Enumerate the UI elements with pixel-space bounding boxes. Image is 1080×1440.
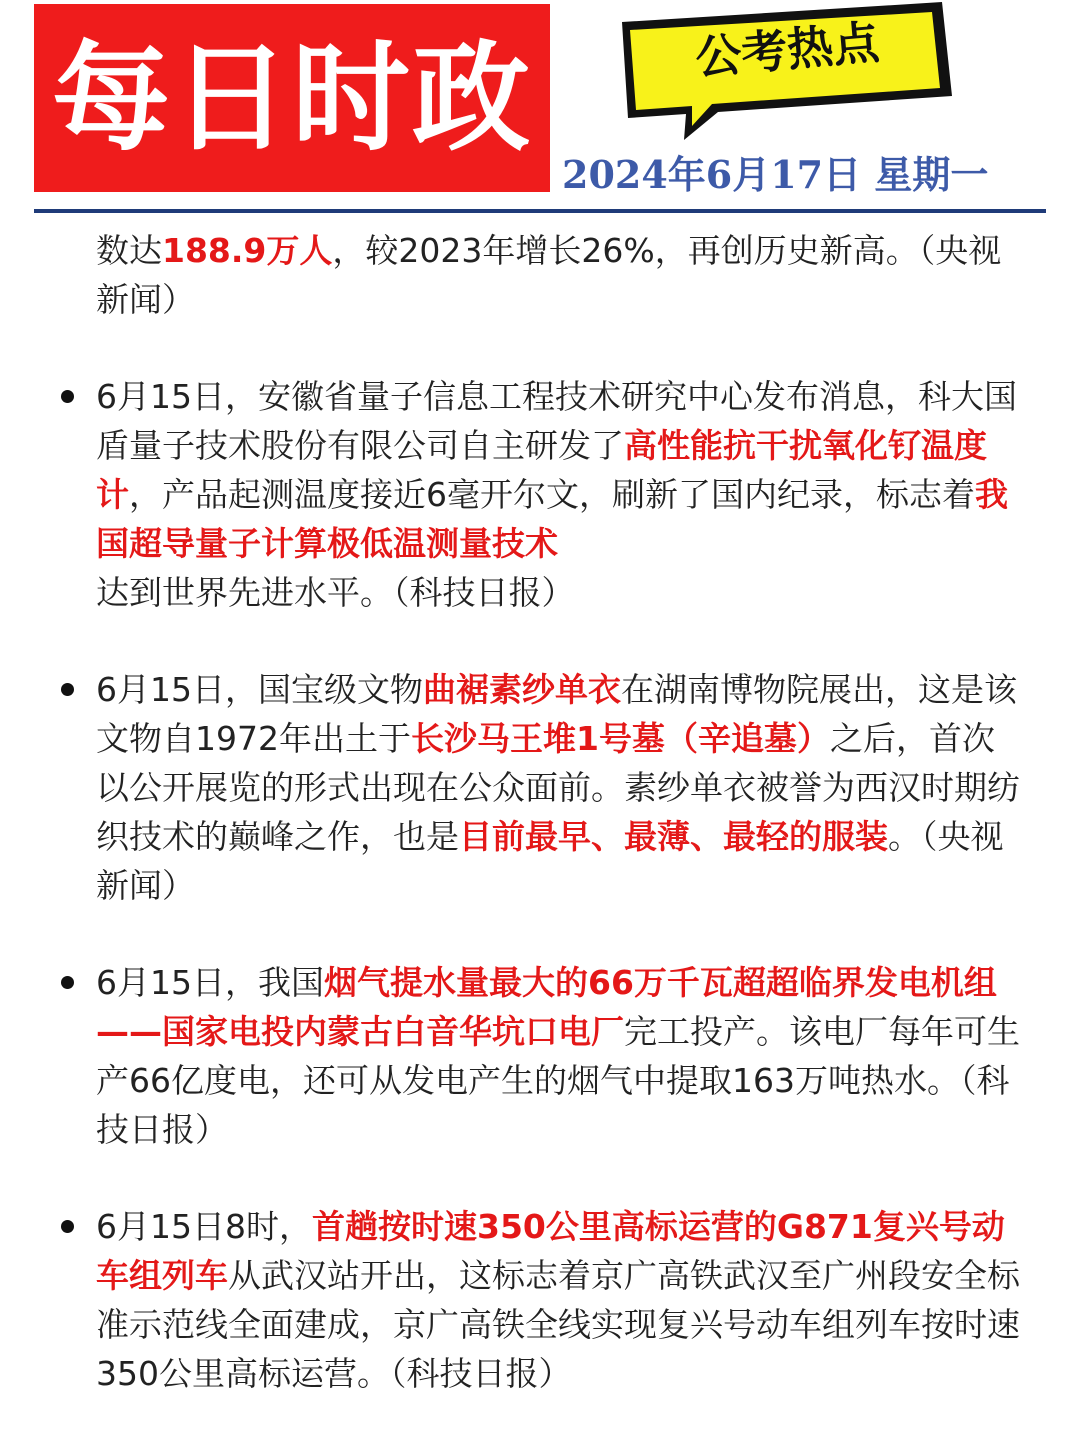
bullet-icon (61, 390, 74, 403)
title-banner (34, 4, 550, 192)
text-run: 6月15日，我国 (96, 963, 324, 1002)
text-run: 。（央视新闻） (96, 817, 1004, 905)
news-item-text (96, 958, 1026, 1154)
bullet-icon (61, 976, 74, 989)
highlight-text: 曲裾素纱单衣 (423, 670, 621, 709)
text-run: 6月15日，国宝级文物 (96, 670, 423, 709)
text-run: 数达 (96, 231, 162, 270)
news-content (96, 226, 1026, 1398)
text-run: 完工投产。该电厂每年可生产66亿度电，还可从发电产生的烟气中提取163万吨热水。（科技日报） (96, 1012, 1020, 1149)
text-run: 从武汉站开出，这标志着京广高铁武汉至广州段安全标准示范线全面建成，京广高铁全线实现复兴号动车组列车按时速350公里高标运营。（科技日报） (96, 1256, 1020, 1393)
text-run: ，产品起测温度接近6毫开尔文，刷新了国内纪录，标志着 (129, 475, 975, 514)
news-item-text (96, 1202, 1026, 1398)
text-run: 6月15日，安徽省量子信息工程技术研究中心发布消息，科大国盾量子技术股份有限公司自主研发了 (96, 377, 1017, 465)
highlight-text: 我国超导量子计算极低温测量技术 (96, 475, 1008, 563)
text-run: 6月15日8时， (96, 1207, 312, 1246)
highlight-text: 目前最早、最薄、最轻的服装 (459, 817, 888, 856)
news-item (96, 372, 1026, 617)
continuation-paragraph (96, 226, 1026, 324)
text-run: 之后，首次以公开展览的形式出现在公众面前。素纱单衣被誉为西汉时期纺织技术的巅峰之作，也是 (96, 719, 1020, 856)
news-item-text (96, 665, 1026, 910)
news-item (96, 665, 1026, 910)
news-item (96, 1202, 1026, 1398)
date-line: 2024年6月17日 星期一 (562, 152, 989, 197)
bullet-icon (61, 1220, 74, 1233)
page-title: 每日时政 (51, 29, 532, 167)
text-run: ，较2023年增长26%，再创历史新高。（央视新闻） (96, 231, 1002, 319)
bullet-icon (61, 683, 74, 696)
highlight-text: 高性能抗干扰氧化钌温度计 (96, 426, 987, 514)
news-item (96, 958, 1026, 1154)
highlight-text: 首趟按时速350公里高标运营的G871复兴号动车组列车 (96, 1207, 1005, 1295)
text-run: 在湖南博物院展出，这是该文物自1972年出土于 (96, 670, 1017, 758)
tag-label: 公考热点 (693, 15, 882, 85)
header-divider (34, 209, 1046, 213)
highlight-text: 长沙马王堆1号墓（辛追墓） (410, 719, 830, 758)
news-item-text (96, 372, 1026, 617)
text-run: 达到世界先进水平。（科技日报） (96, 573, 575, 612)
highlight-text: 188.9万人 (162, 231, 333, 270)
hot-topic-tag (600, 0, 960, 150)
highlight-text: 烟气提水量最大的66万千瓦超超临界发电机组——国家电投内蒙古白音华坑口电厂 (96, 963, 997, 1051)
